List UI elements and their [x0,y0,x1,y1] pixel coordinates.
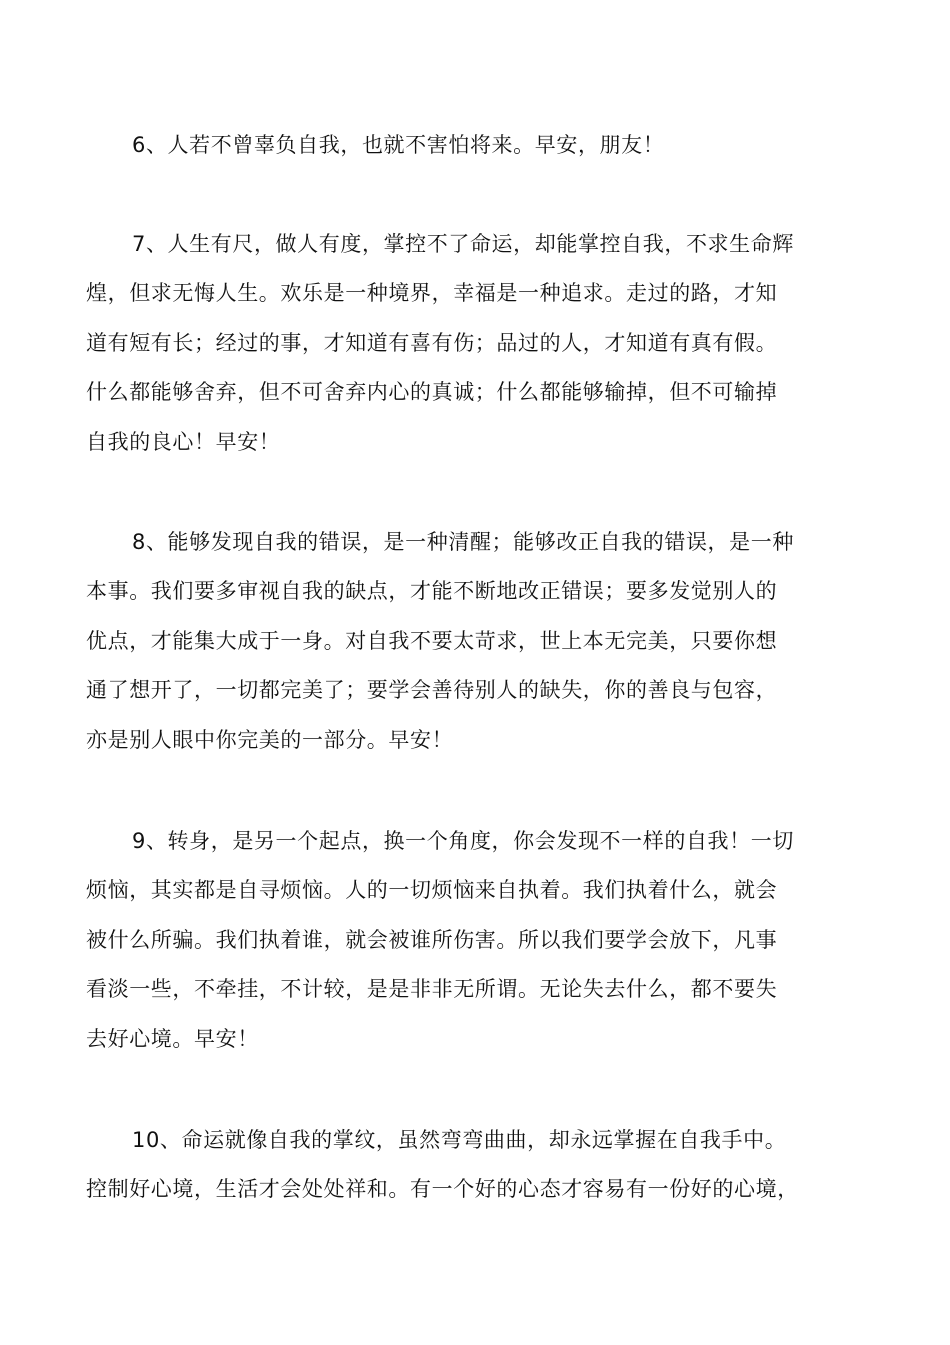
paragraph-9-line-3: 被什么所骗。我们执着谁，就会被谁所伤害。所以我们要学会放下，凡事 [86,928,778,952]
paragraph-9-line-5: 去好心境。早安！ [86,1027,259,1051]
paragraph-9-line-4: 看淡一些，不牵挂，不计较，是是非非无所谓。无论失去什么，都不要失 [86,977,778,1001]
paragraph-8-line-4: 通了想开了，一切都完美了；要学会善待别人的缺失，你的善良与包容， [86,678,778,702]
paragraph-7-line-5: 自我的良心！早安！ [86,430,281,454]
paragraph-7-line-1: 7、人生有尺，做人有度，掌控不了命运，却能掌控自我，不求生命辉 [132,232,794,256]
paragraph-8-line-2: 本事。我们要多审视自我的缺点，才能不断地改正错误；要多发觉别人的 [86,579,778,603]
paragraph-10-line-1: 10、命运就像自我的掌纹，虽然弯弯曲曲，却永远掌握在自我手中。 [132,1128,787,1152]
paragraph-8-line-3: 优点，才能集大成于一身。对自我不要太苛求，世上本无完美，只要你想 [86,629,778,653]
paragraph-10-line-2: 控制好心境，生活才会处处祥和。有一个好的心态才容易有一份好的心境， [86,1177,799,1201]
paragraph-9-line-2: 烦恼，其实都是自寻烦恼。人的一切烦恼来自执着。我们执着什么，就会 [86,878,778,902]
paragraph-9-line-1: 9、转身，是另一个起点，换一个角度，你会发现不一样的自我！一切 [132,829,794,853]
paragraph-8-line-5: 亦是别人眼中你完美的一部分。早安！ [86,728,454,752]
paragraph-7-line-3: 道有短有长；经过的事，才知道有喜有伤；品过的人，才知道有真有假。 [86,331,778,355]
paragraph-7-line-2: 煌，但求无悔人生。欢乐是一种境界，幸福是一种追求。走过的路，才知 [86,281,778,305]
paragraph-7-line-4: 什么都能够舍弃，但不可舍弃内心的真诚；什么都能够输掉，但不可输掉 [86,380,778,404]
paragraph-6-line-1: 6、人若不曾辜负自我，也就不害怕将来。早安，朋友！ [132,133,665,157]
paragraph-8-line-1: 8、能够发现自我的错误，是一种清醒；能够改正自我的错误，是一种 [132,530,794,554]
